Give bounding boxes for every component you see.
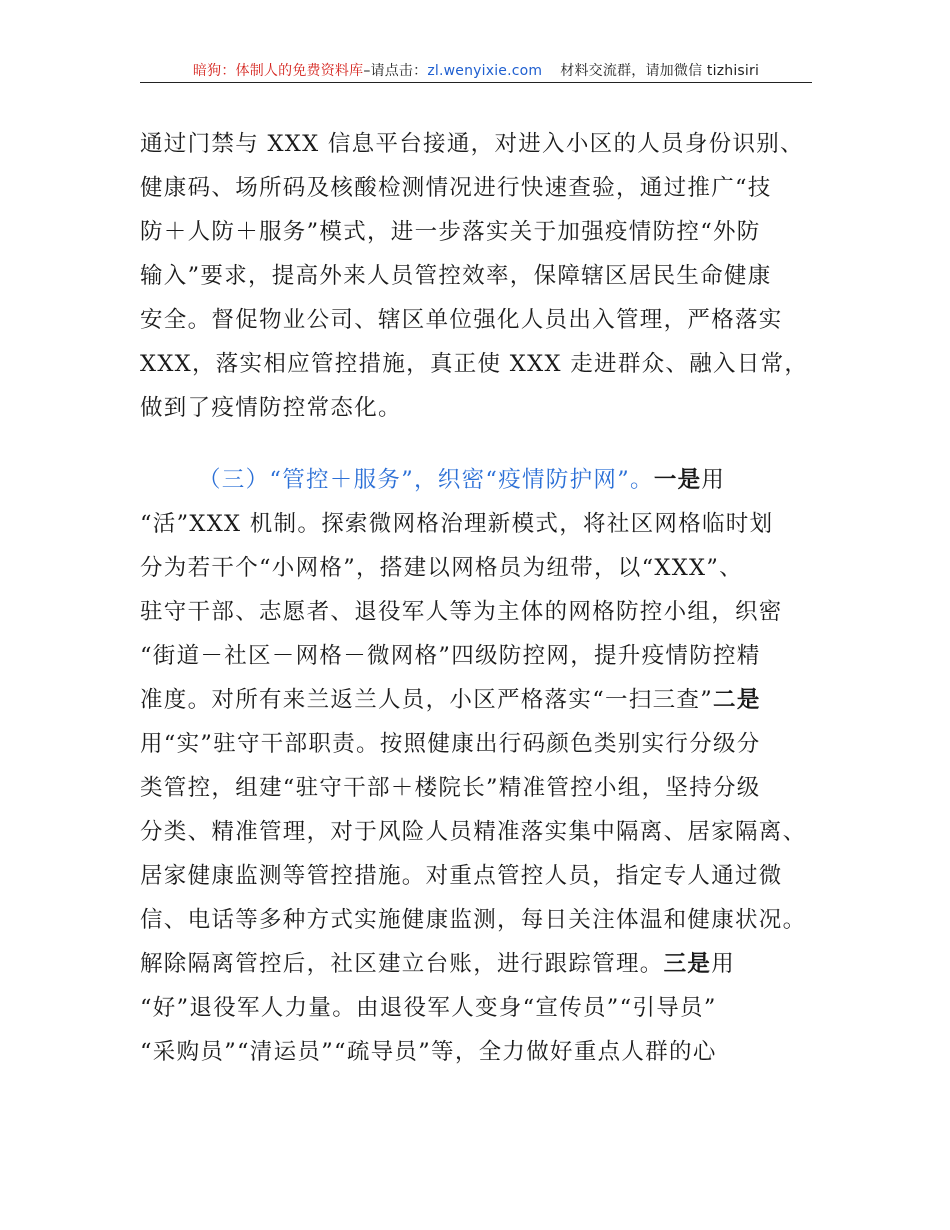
- text-line: XXX，落实相应管控措施，真正使 XXX 走进群众、融入日常，: [140, 351, 809, 377]
- header-contact: 材料交流群，请加微信 tizhisiri: [560, 63, 760, 79]
- text-line: 分类、精准管理，对于风险人员精准落实集中隔离、居家隔离、: [140, 819, 807, 845]
- header-brand: 暗狗：体制人的免费资料库: [192, 63, 364, 79]
- text-line: 用“实”驻守干部职责。按照健康出行码颜色类别实行分级分: [140, 731, 761, 757]
- paragraph-2: [140, 458, 820, 1074]
- text-line: 类管控，组建“驻守干部＋楼院长”精准管控小组，坚持分级: [140, 775, 761, 801]
- section-heading-line: [140, 458, 820, 502]
- text-line: “街道－社区－网格－微网格”四级防控网，提升疫情防控精: [140, 643, 761, 669]
- text-line: 健康码、场所码及核酸检测情况进行快速查验，通过推广“技: [140, 175, 772, 201]
- text-line: [140, 942, 820, 986]
- text-line: “采购员”“清运员”“疏导员”等，全力做好重点人群的心: [140, 1039, 717, 1065]
- header-click-text: –请点击：: [363, 63, 428, 79]
- text-line: 信、电话等多种方式实施健康监测，每日关注体温和健康状况。: [140, 907, 807, 933]
- text-line: 驻守干部、志愿者、退役军人等为主体的网格防控小组，织密: [140, 599, 783, 625]
- bold-marker: 一是: [653, 467, 702, 493]
- text-line: [140, 678, 820, 722]
- text-fragment: 用: [701, 467, 726, 493]
- text-line: 居家健康监测等管控措施。对重点管控人员，指定专人通过微: [140, 863, 783, 889]
- text-line: 分为若干个“小网格”，搭建以网格员为纽带，以“XXX”、: [140, 555, 743, 581]
- section-heading: （三）“管控＋服务”，织密“疫情防护网”。: [198, 467, 654, 493]
- bold-marker: 二是: [713, 687, 761, 713]
- text-fragment: 用: [711, 951, 736, 977]
- text-line: 做到了疫情防控常态化。: [140, 395, 402, 421]
- header-url-link[interactable]: zl.wenyixie.com: [427, 63, 543, 79]
- document-body: [140, 122, 820, 1074]
- text-line: 防＋人防＋服务”模式，进一步落实关于加强疫情防控“外防: [140, 219, 761, 245]
- page-header: [140, 56, 812, 83]
- text-fragment: 解除隔离管控后，社区建立台账，进行跟踪管理。: [140, 951, 664, 977]
- text-line: “好”退役军人力量。由退役军人变身“宣传员”“引导员”: [140, 995, 717, 1021]
- bold-marker: 三是: [663, 951, 712, 977]
- text-line: “活”XXX 机制。探索微网格治理新模式，将社区网格临时划: [140, 511, 774, 537]
- text-line: 安全。督促物业公司、辖区单位强化人员出入管理，严格落实: [140, 307, 783, 333]
- text-line: 输入”要求，提高外来人员管控效率，保障辖区居民生命健康: [140, 263, 772, 289]
- paragraph-1: [140, 122, 820, 430]
- text-fragment: 准度。对所有来兰返兰人员，小区严格落实“一扫三查”: [140, 687, 714, 713]
- text-line: 通过门禁与 XXX 信息平台接通，对进入小区的人员身份识别、: [140, 131, 804, 157]
